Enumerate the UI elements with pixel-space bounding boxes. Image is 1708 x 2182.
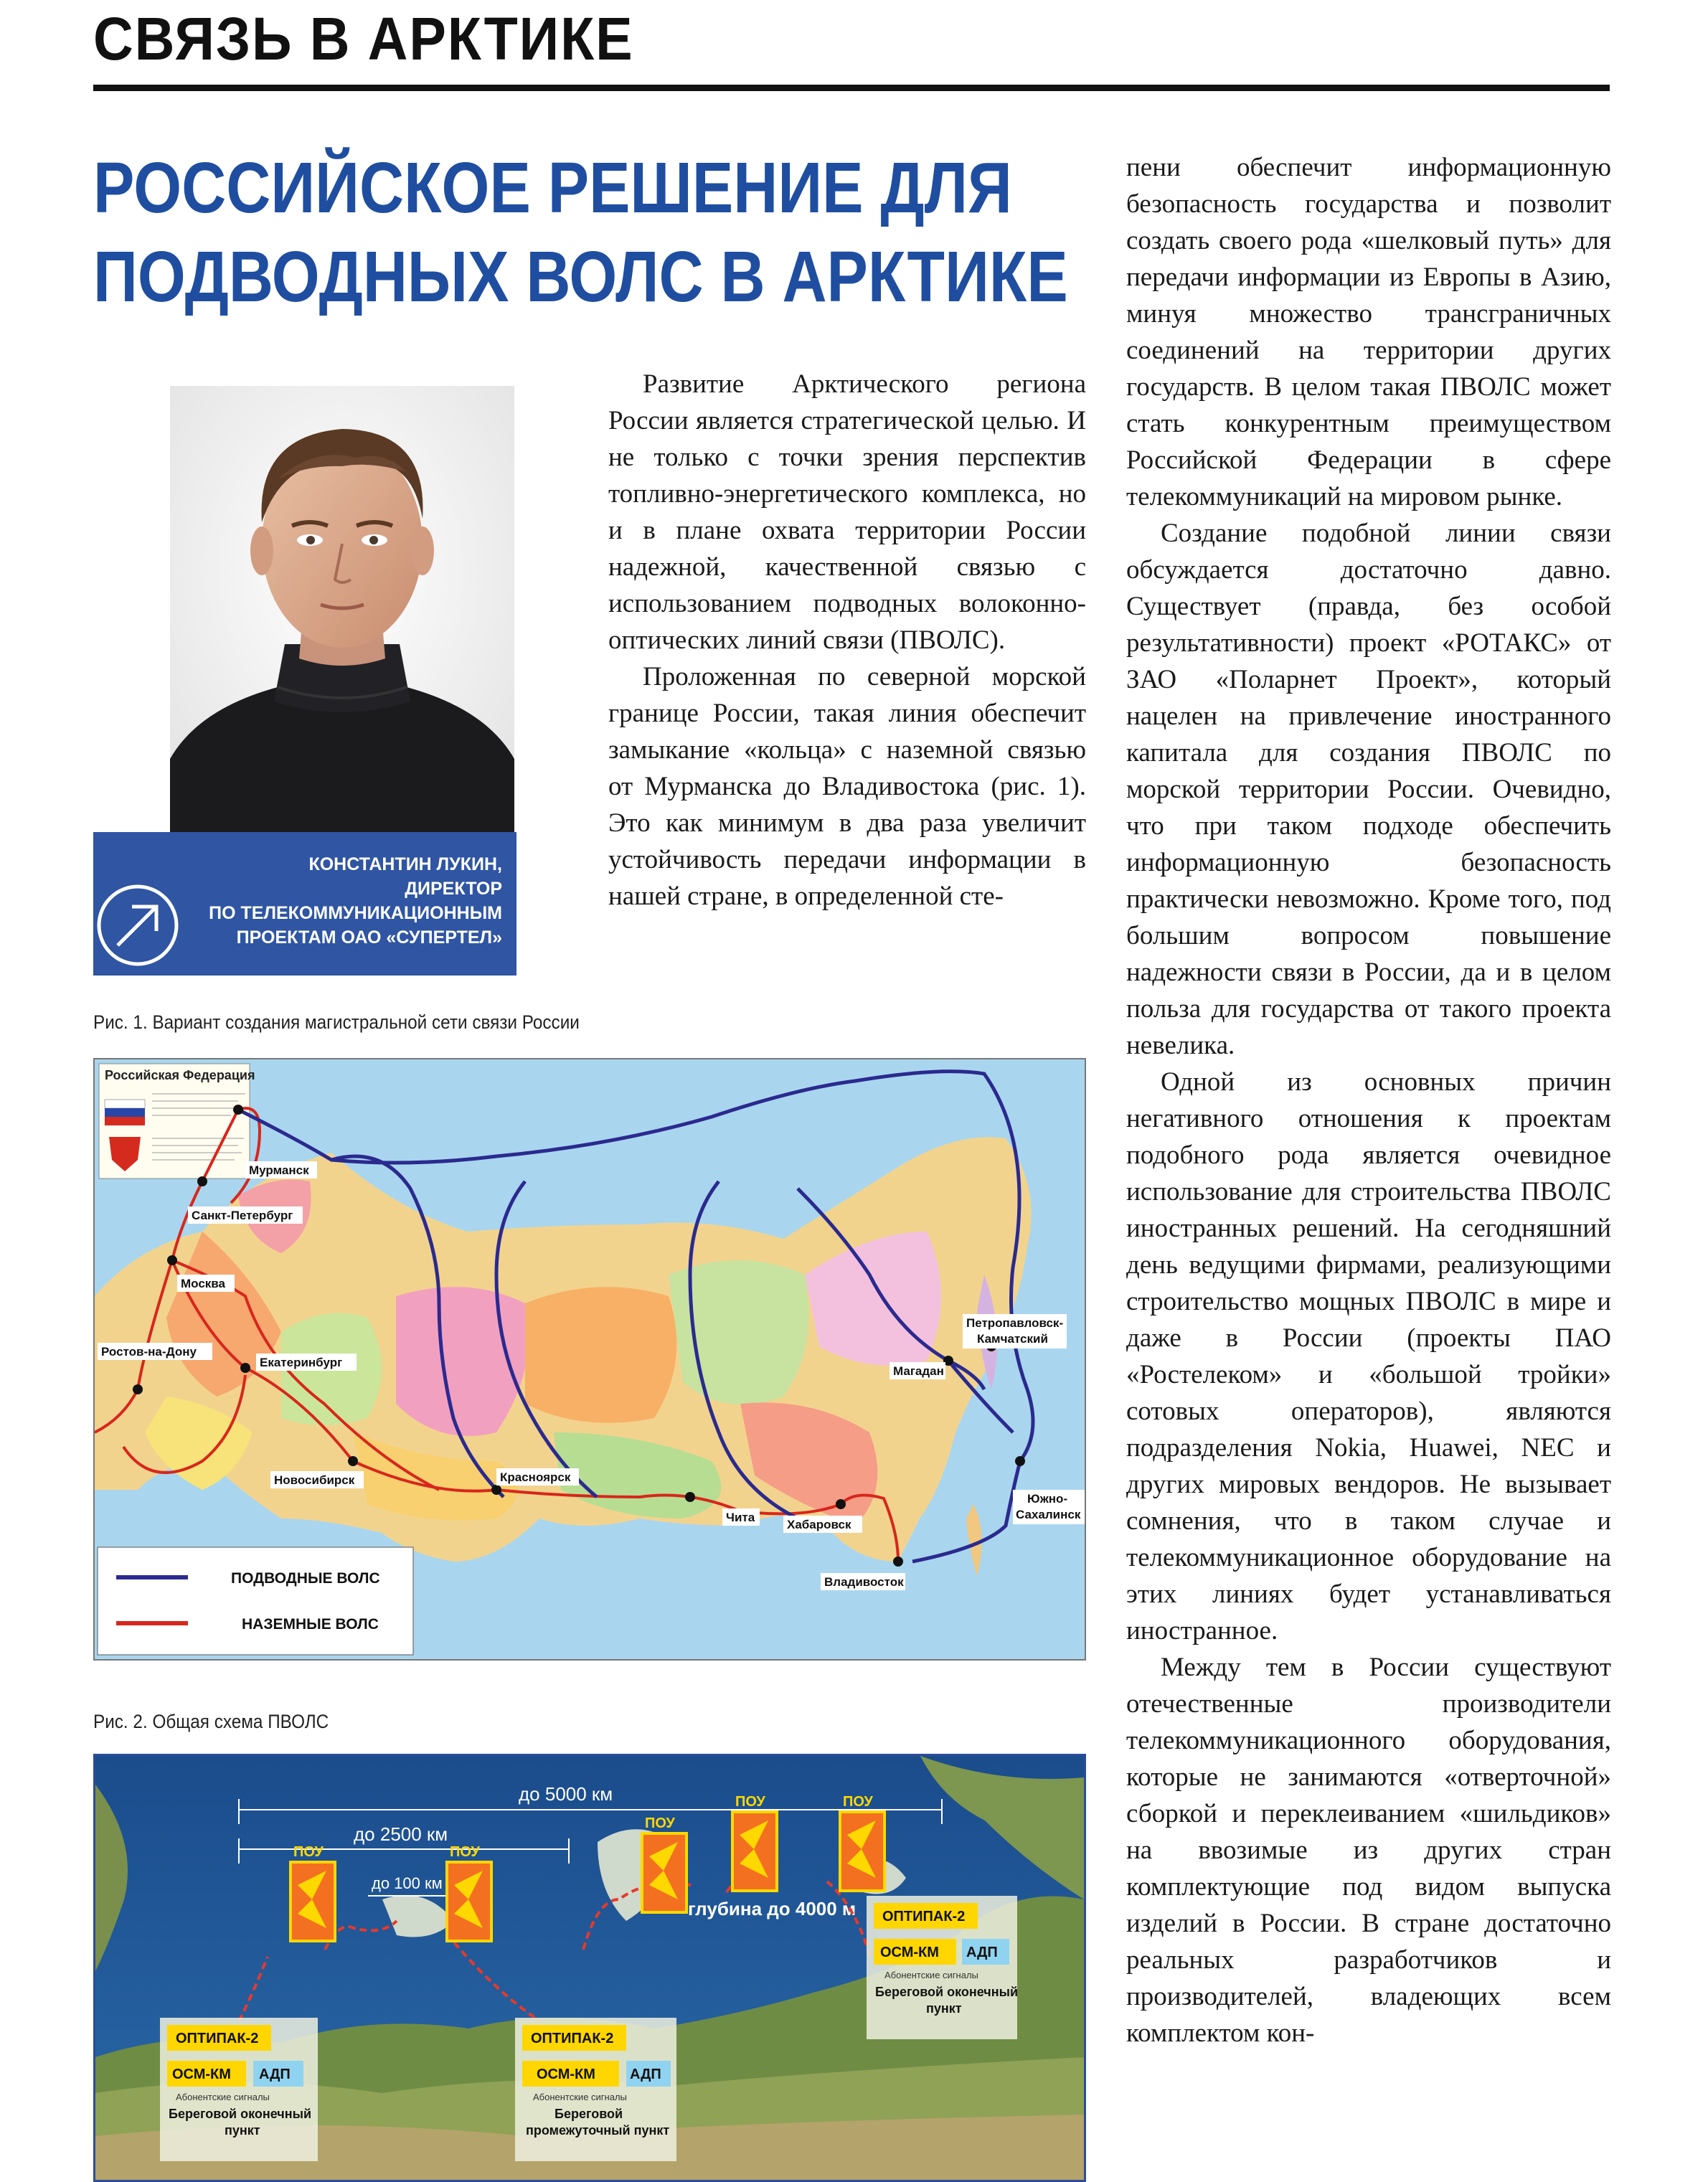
author-position: ДИРЕКТОР [405,879,502,899]
paragraph-3: пени обеспечит информационную безопасность государства и позволит создать своего рода «шелковый путь» для передачи информации из Европы в Азию, минуя множество трансграничных соединений на территории других государств. В целом такая ПВОЛС может стать конкурентным преимуществом Российской Федерации в сфере телекоммуникаций на мировом рынке. [1126,153,1611,511]
author-position-line-2: ПО ТЕЛЕКОММУНИКАЦИОННЫМ [209,903,502,923]
author-company: ПРОЕКТАМ ОАО «СУПЕРТЕЛ» [236,927,502,948]
osm-label-2: ОСМ-КМ [537,2067,595,2082]
city-ekb: Екатеринбург [260,1356,343,1369]
paragraph-2: Проложенная по северной морской границе России, такая линия обеспечит замыкание «кольца» с наземной связью от Мурманска до Владивостока (рис. 1). Это как минимум в два раза увеличит устойчивость передачи информации в нашей стране, в определенной сте- [608,662,1086,911]
city-khabarovsk: Хабаровск [787,1518,851,1531]
figure-2-caption: Рис. 2. Общая схема ПВОЛС [93,1711,329,1732]
optipak-label-3: ОПТИПАК-2 [882,1909,966,1924]
headline-line-2: ПОДВОДНЫХ ВОЛС В АРКТИКЕ [93,237,1068,317]
map-title: Российская Федерация [105,1068,255,1082]
dimension-100km: до 100 км [372,1874,443,1892]
city-sakhalinsk-2: Сахалинск [1016,1508,1081,1521]
city-chita: Чита [726,1511,755,1524]
pou-label-5: ПОУ [843,1794,873,1810]
legend-underwater: ПОДВОДНЫЕ ВОЛС [231,1570,380,1587]
city-moscow: Москва [181,1277,225,1290]
intermediate-station [515,2018,676,2161]
dimension-2500km: до 2500 км [354,1823,448,1845]
paragraph-5: Одной из основных причин негативного отношения к проектам подобного рода является очевидное использование для строительства ПВОЛС иностранных решений. На сегодняшний день ведущими фирмами, реализующими строительство мощных ПВОЛС в мире и даже в России (проекты ПАО «Ростелеком» и «большой тройки» сотовых операторов), являются подразделения Nokia, Huawei, NEC и других мировых вендоров. Не вызывает сомнения, что в таком случае и телекоммуникационное оборудование на этих линиях будет устанавливаться иностранное. [1126,1067,1611,1645]
pou-label-1: ПОУ [293,1844,324,1860]
dimension-5000km: до 5000 км [519,1783,613,1805]
terminal-label-1a: Береговой оконечный [169,2107,312,2121]
adp-label-1: АДП [259,2067,291,2082]
city-petropavlovsk-2: Камчатский [977,1332,1048,1346]
author-name: КОНСТАНТИН ЛУКИН, [308,854,502,874]
city-spb: Санкт-Петербург [192,1209,293,1222]
terminal-station-left [160,2018,318,2161]
figure-1-map [93,1058,1086,1661]
author-caption [93,832,516,976]
terminal-label-3b: пункт [926,2001,962,2016]
author-portrait [170,386,514,845]
subscriber-label-2: Абонентские сигналы [533,2092,627,2102]
adp-label-2: АДП [630,2067,661,2082]
intermediate-label-2: промежуточный пункт [526,2123,670,2138]
arrow-circle-icon [96,884,179,967]
figure-2-scheme [93,1754,1086,2182]
city-petropavlovsk-1: Петропавловск- [966,1316,1064,1330]
header-rule [93,85,1610,91]
terminal-station-right [867,1896,1018,2039]
terminal-label-3a: Береговой оконечный [875,1985,1019,1999]
pou-label-3: ПОУ [645,1815,675,1831]
section-title: СВЯЗЬ В АРКТИКЕ [93,5,634,72]
city-rostov: Ростов-на-Дону [101,1345,197,1359]
optipak-label-2: ОПТИПАК-2 [531,2031,614,2046]
subscriber-label-1: Абонентские сигналы [176,2092,270,2102]
city-vladivostok: Владивосток [824,1575,904,1589]
article-column-middle [608,366,1086,915]
osm-label-1: ОСМ-КМ [172,2067,231,2082]
city-novosibirsk: Новосибирск [274,1473,355,1487]
pou-label-2: ПОУ [450,1844,480,1860]
pou-label-4: ПОУ [735,1794,765,1810]
optipak-label-1: ОПТИПАК-2 [176,2031,259,2046]
city-sakhalinsk-1: Южно- [1027,1492,1068,1506]
paragraph-6: Между тем в России существуют отечественные производители телекоммуникационного оборудования, которые не занимаются «отверточной» сборкой и переклеиванием «шильдиков» на ввозимые из других стран комплектующие под видом выпуска изделий в России. В стране достаточно реальных разработчиков и производителей, владеющих всем комплектом кон- [1126,1653,1611,2048]
paragraph-1: Развитие Арктического региона России является стратегической целью. И не только с точки зрения перспектив топливно-энергетического комплекса, но и в плане охвата территории России надежной, качественной связью с использованием подводных волоконно-оптических линий связи (ПВОЛС). [608,369,1086,655]
legend-ground: НАЗЕМНЫЕ ВОЛС [242,1616,379,1633]
depth-label: глубина до 4000 м [688,1898,857,1919]
figure-1-caption: Рис. 1. Вариант создания магистральной сети связи России [93,1011,580,1033]
intermediate-label-1: Береговой [555,2107,623,2121]
paragraph-4: Создание подобной линии связи обсуждается достаточно давно. Существует (правда, без особой результативности) проект «РОТАКС» от ЗАО «Поларнет Проект», который нацелен на привлечение иностранного капитала для создания ПВОЛС по морской территории России. Очевидно, что при таком подходе обеспечить информационную безопасность практически невозможно. Кроме того, под большим вопросом повышение надежности связи в России, да и в целом польза для государства от такого проекта невелика. [1126,519,1611,1060]
adp-label-3: АДП [966,1945,998,1960]
city-magadan: Магадан [893,1364,944,1378]
article-column-right [1126,149,1611,2051]
map-legend [98,1547,413,1655]
city-murmansk: Мурманск [249,1163,309,1177]
headline-line-1: РОССИЙСКОЕ РЕШЕНИЕ ДЛЯ [93,148,1012,228]
osm-label-3: ОСМ-КМ [880,1945,939,1960]
subscriber-label-3: Абонентские сигналы [884,1970,978,1980]
city-krasnoyarsk: Красноярск [500,1470,571,1484]
terminal-label-1b: пункт [225,2123,260,2138]
article-headline [93,143,1068,321]
